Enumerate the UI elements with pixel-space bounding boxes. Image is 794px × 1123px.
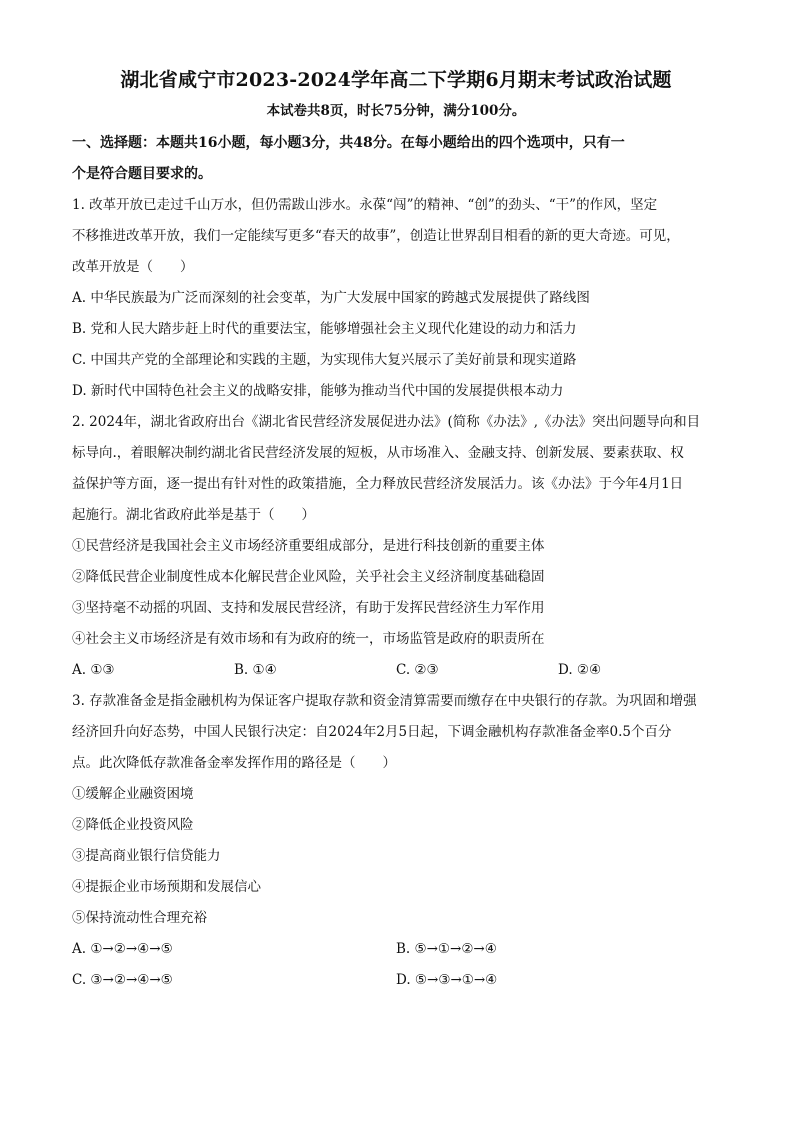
statement-3: ③提高商业银行信贷能力	[72, 848, 221, 864]
question-stem-line: 起施行。湖北省政府此举是基于（ ）	[72, 507, 315, 523]
question-3	[72, 686, 720, 996]
statement-2: ②降低企业投资风险	[72, 817, 194, 833]
question-stem-line: 2. 2024年，湖北省政府出台《湖北省民营经济发展促进办法》(简称《办法》,《办法》突出问题导向和目	[72, 414, 701, 430]
question-1	[72, 190, 720, 407]
statement-5: ⑤保持流动性合理充裕	[72, 910, 207, 926]
option-a: A. ①→②→④→⑤	[72, 941, 173, 957]
answer-options-row	[72, 655, 720, 686]
option-a: A. ①③	[72, 662, 115, 678]
statement-1: ①民营经济是我国社会主义市场经济重要组成部分，是进行科技创新的重要主体	[72, 538, 545, 554]
question-stem-line: 标导向.，着眼解决制约湖北省民营经济发展的短板，从市场准入、金融支持、创新发展、要素获取、权	[72, 445, 684, 461]
option-b: B. 党和人民大踏步赶上时代的重要法宝，能够增强社会主义现代化建设的动力和活力	[72, 321, 577, 337]
answer-options-row	[72, 965, 720, 996]
option-c: C. 中国共产党的全部理论和实践的主题，为实现伟大复兴展示了美好前景和现实道路	[72, 352, 577, 368]
page-title: 湖北省咸宁市2023-2024学年高二下学期6月期末考试政治试题	[120, 69, 672, 91]
statement-1: ①缓解企业融资困境	[72, 786, 194, 802]
question-stem-line: 改革开放是（ ）	[72, 259, 194, 275]
option-d: D. 新时代中国特色社会主义的战略安排，能够为推动当代中国的发展提供根本动力	[72, 383, 564, 399]
question-stem-line: 不移推进改革开放，我们一定能续写更多“春天的故事”，创造让世界刮目相看的新的更大奇迹。可见，	[72, 228, 680, 244]
statement-4: ④提振企业市场预期和发展信心	[72, 879, 261, 895]
exam-info: 本试卷共8页，时长75分钟，满分100分。	[266, 103, 526, 119]
question-2	[72, 407, 720, 686]
option-a: A. 中华民族最为广泛而深刻的社会变革，为广大发展中国家的跨越式发展提供了路线图	[72, 290, 590, 306]
option-b: B. ①④	[234, 662, 277, 678]
question-stem-line: 1. 改革开放已走过千山万水，但仍需跋山涉水。永葆“闯”的精神、“创”的劲头、“干”的作风，坚定	[72, 197, 658, 213]
question-stem-line: 经济回升向好态势，中国人民银行决定：自2024年2月5日起，下调金融机构存款准备金率0.5个百分	[72, 724, 672, 740]
section-header-line: 一、选择题：本题共16小题，每小题3分，共48分。在每小题给出的四个选项中，只有一	[72, 135, 625, 151]
section-header-line: 个是符合题目要求的。	[72, 166, 212, 182]
answer-options-row	[72, 934, 720, 965]
statement-2: ②降低民营企业制度性成本化解民营企业风险，关乎社会主义经济制度基础稳固	[72, 569, 545, 585]
statement-3: ③坚持毫不动摇的巩固、支持和发展民营经济，有助于发挥民营经济生力军作用	[72, 600, 545, 616]
option-b: B. ⑤→①→②→④	[396, 941, 497, 957]
option-c: C. ②③	[396, 662, 439, 678]
question-stem-line: 3. 存款准备金是指金融机构为保证客户提取存款和资金清算需要而缴存在中央银行的存款。为巩固和增强	[72, 693, 697, 709]
question-stem-line: 点。此次降低存款准备金率发挥作用的路径是（ ）	[72, 755, 396, 771]
option-c: C. ③→②→④→⑤	[72, 972, 173, 988]
option-d: D. ⑤→③→①→④	[396, 972, 498, 988]
question-stem-line: 益保护等方面，逐一提出有针对性的政策措施，全力释放民营经济发展活力。该《办法》于今年4月1日	[72, 476, 684, 492]
option-d: D. ②④	[558, 662, 602, 678]
statement-4: ④社会主义市场经济是有效市场和有为政府的统一，市场监管是政府的职责所在	[72, 631, 545, 647]
